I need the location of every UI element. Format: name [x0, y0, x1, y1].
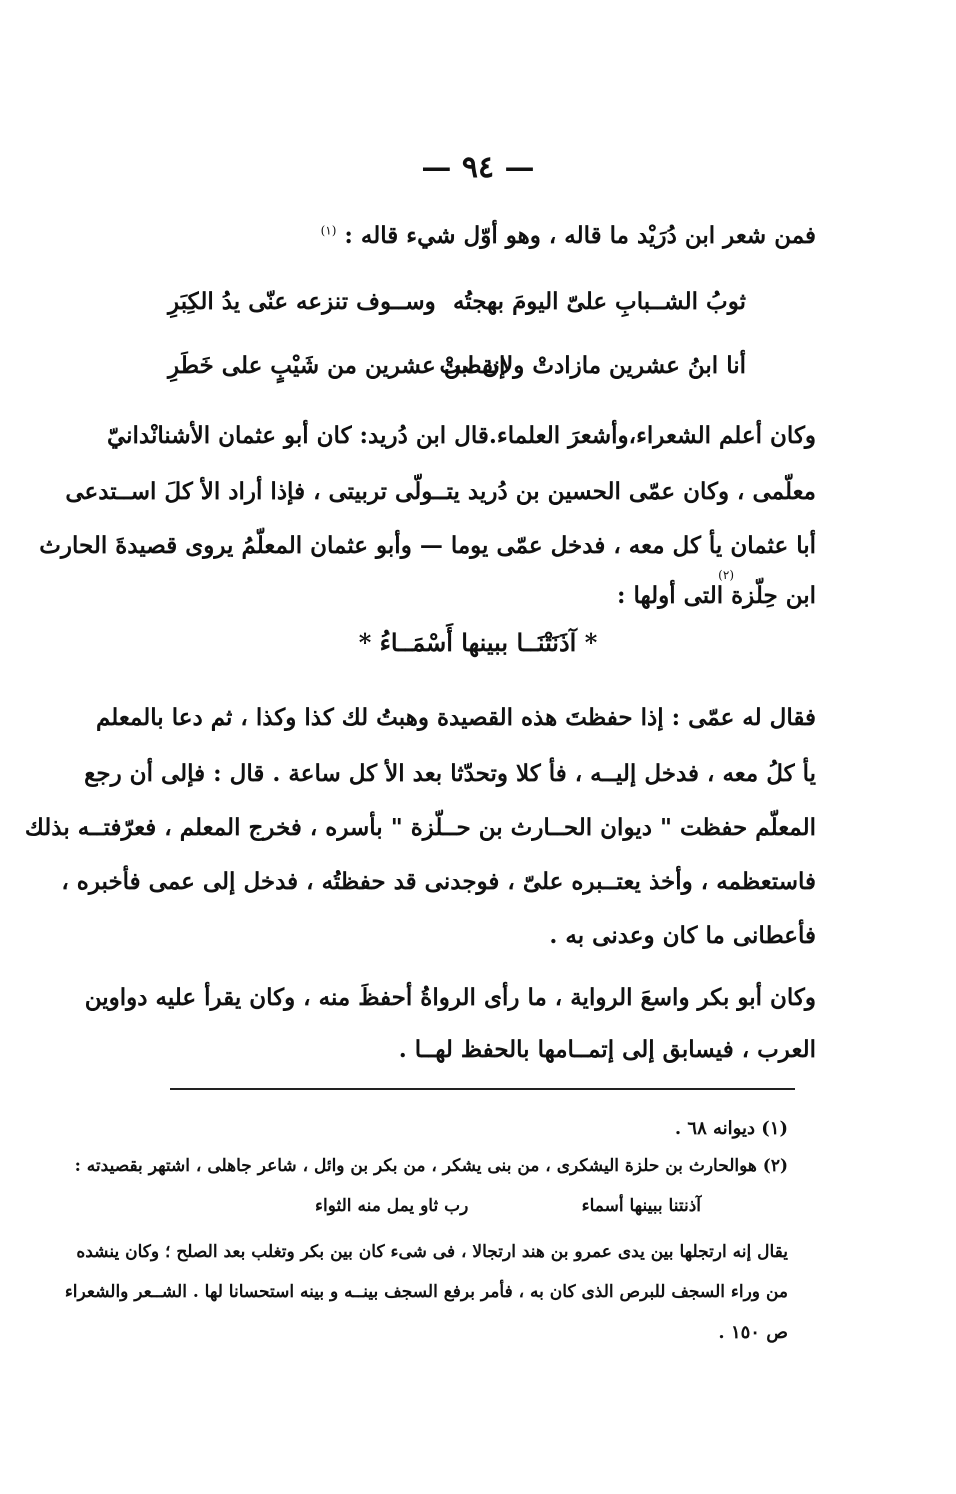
paragraph-2-line-3: المعلّم حفظت " ديوان الحــارث بن حــلّزة " بأسره ، فخرج المعلم ، فعرّفتــه بذلك: [24, 814, 816, 841]
verse-2-second-hemistich: إن ابن عشرين من شَيْبٍ على خَطَرِ: [168, 352, 506, 379]
footnote-1: (١) ديوانه ٦٨ .: [674, 1118, 788, 1139]
footnote-2: (٢) هوالحارث بن حلزة اليشكرى ، من بنى يشكر ، من بكر بن وائل ، شاعر جاهلى ، اشتهر بقصيدته :: [74, 1156, 788, 1176]
verse-1-second-hemistich: وســوف تنزعه عنّى يدُ الكِبَرِ: [168, 288, 436, 315]
paragraph-2-line-5: فأعطانى ما كان وعدنى به .: [549, 922, 816, 949]
footnote-2-verse-first: آذنتنا ببينها أسماء: [581, 1196, 701, 1216]
verse-1-first-hemistich: ثوبُ الشــبابِ علىّ اليومَ بهجتُه: [452, 288, 746, 315]
footnote-ref-1: (١): [320, 223, 337, 238]
paragraph-1-line-1: وكان أعلم الشعراء،وأشعرَ العلماء.قال ابن دُريد: كان أبو عثمان الأشنانْدانيّ: [106, 422, 816, 449]
footnote-3-line-2: من وراء السجف للبرص الذى كان به ، فأمر برفع السجف بينــه و بينه استحسانا لها . الشــعر والشعراء: [64, 1282, 788, 1302]
paragraph-1-line-3: أبا عثمان يأ كل معه ، فدخل عمّى يوما — وأبو عثمان المعلّمُ يروى قصيدةَ الحارث: [39, 532, 816, 559]
paragraph-3-line-2: العرب ، فيسابق إلى إتمــامها بالحفظ لهــا .: [398, 1036, 816, 1063]
footnote-3-line-3: ص ١٥٠ .: [718, 1322, 788, 1343]
intro-line: [321, 222, 816, 249]
verse-2-first-hemistich: أنا ابنُ عشرين مازادتْ ولانقصتْ: [439, 352, 746, 379]
paragraph-1-last-text: ابن حِلّزة التى أولها :: [616, 582, 816, 609]
footnote-3-line-1: يقال إنه ارتجلها بين يدى عمرو بن هند ارتجالا ، فى شىء كان بين بكر وتغلب بعد الصلح ؛ وكان ينشده: [76, 1242, 788, 1262]
intro-text: فمن شعر ابن دُرَيْد ما قاله ، وهو أوّل شيء قاله :: [344, 222, 816, 249]
paragraph-2-line-2: يأ كلُ معه ، فدخل إليــه ، فأ كلا وتحدّثا بعد الأ كل ساعة . قال : فإلى أن رجع: [84, 760, 816, 787]
paragraph-1-line-4: [617, 582, 816, 609]
paragraph-3-line-1: وكان أبو بكر واسعَ الرواية ، ما رأى الرواةُ أحفظَ منه ، وكان يقرأ عليه دواوين: [84, 984, 816, 1011]
quoted-verse: * آذَنَتْنَــا ببينها أَسْمَــاءُ *: [358, 628, 598, 657]
footnote-divider: [170, 1088, 795, 1090]
paragraph-2-line-4: فاستعظمه ، وأخذ يعتــبره علىّ ، فوجدنى قد حفظتُه ، فدخل إلى عمى فأخبره ،: [61, 868, 816, 895]
page-number: — ٩٤ —: [421, 150, 535, 185]
footnote-ref-2: (٢): [718, 568, 734, 582]
paragraph-1-line-2: معلّمى ، وكان عمّى الحسين بن دُريد يتــولّى تربيتى ، فإذا أراد الأ كلَ اســتدعى: [65, 478, 816, 505]
footnote-2-verse-second: رب ثاو يمل منه الثواء: [315, 1196, 469, 1216]
paragraph-2-line-1: فقال له عمّى : إذا حفظتَ هذه القصيدة وهبتُ لك كذا وكذا ، ثم دعا بالمعلم: [95, 704, 816, 731]
